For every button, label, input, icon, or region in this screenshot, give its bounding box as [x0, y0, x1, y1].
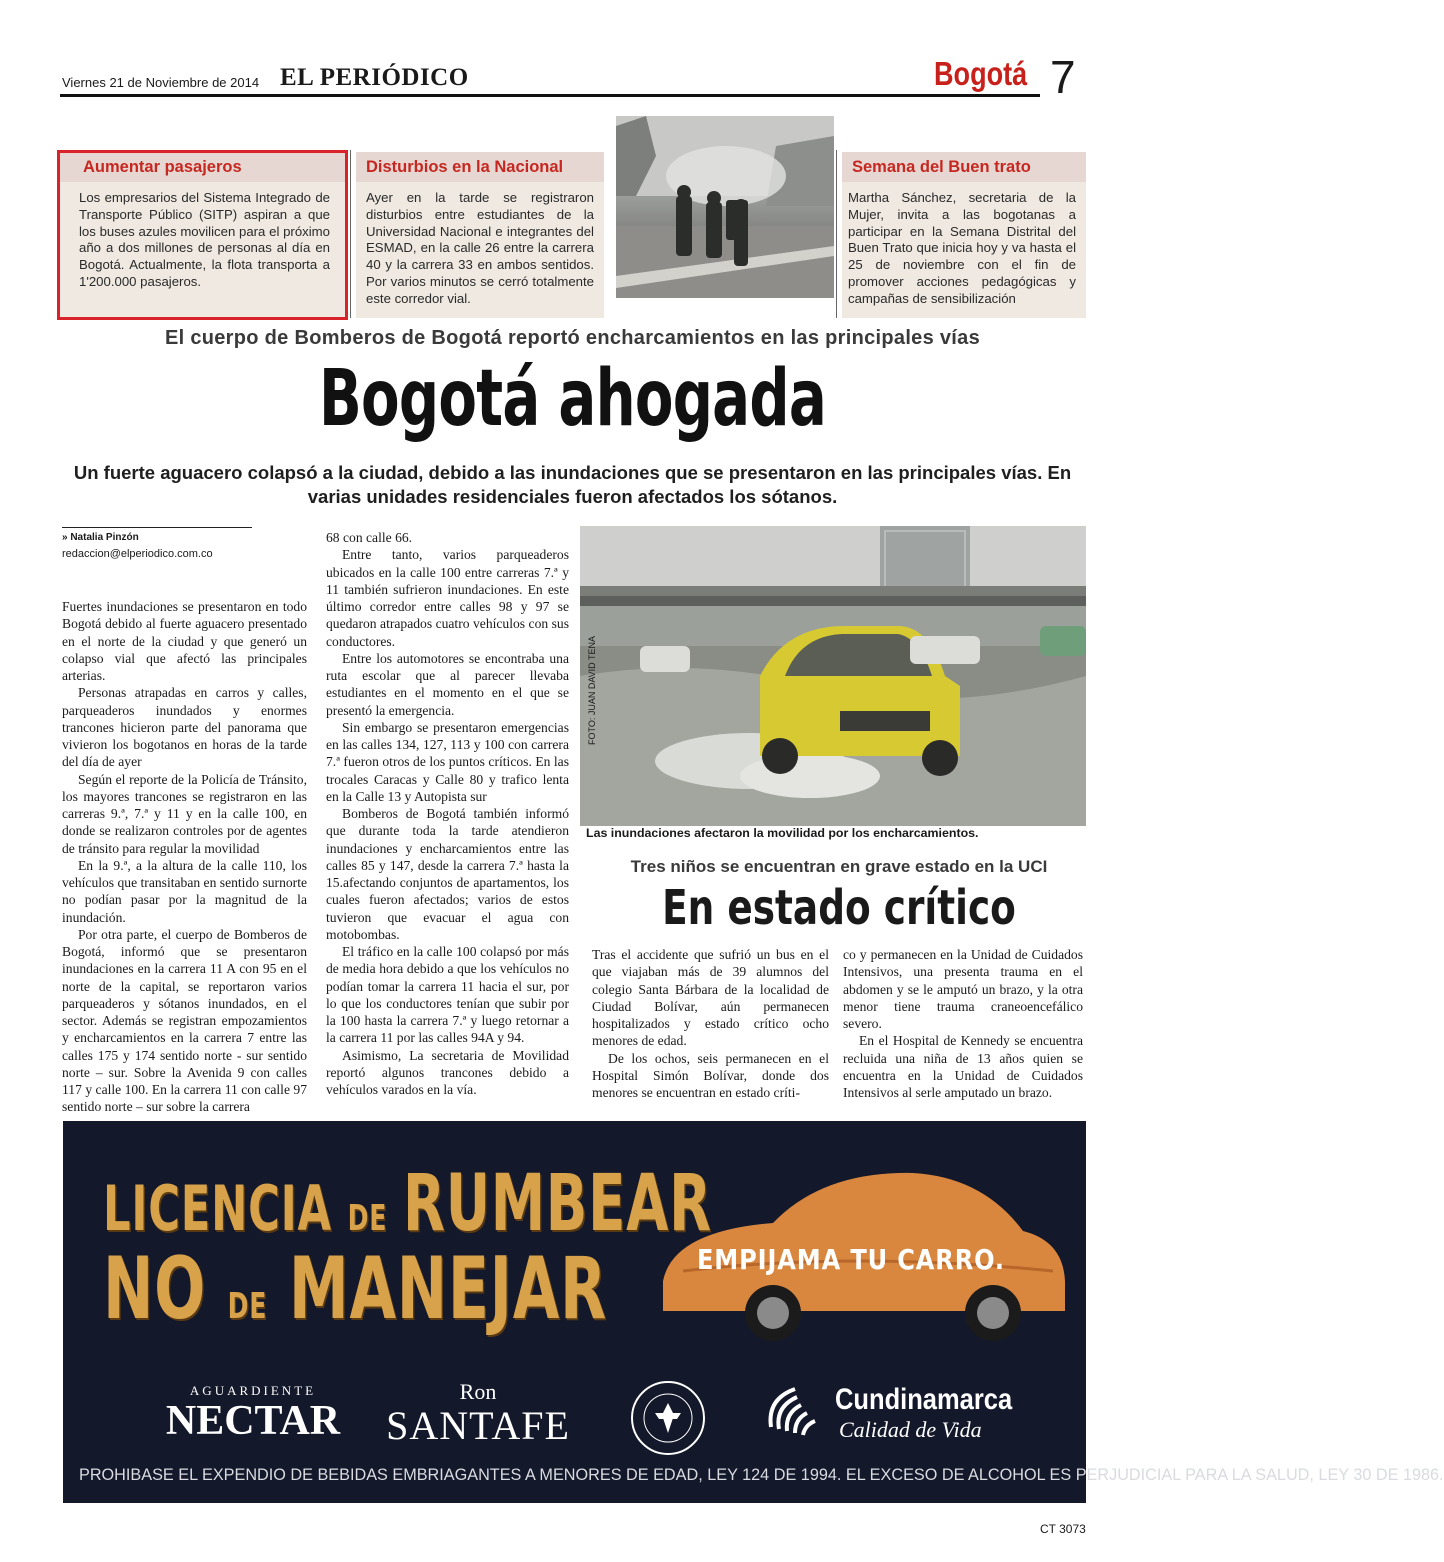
brand-nectar	[163, 1383, 343, 1443]
brief-text: Ayer en la tarde se registraron disturbios entre estudiantes de la Universidad Nacional e integrantes del ESMAD, en la calle 26 entre la carrera 40 y la carrera 33 en ambos sentidos. Por varios minutos se cerró totalmente este corredor vial.	[366, 190, 594, 306]
paragraph: Según el reporte de la Policía de Tránsito, los mayores trancones se registraron en las carreras 9.ª, 7.ª y 11 y en la calle 100, en donde se realizaron controles por de agentes de tránsito para regular la movilidad	[62, 771, 307, 856]
paragraph: Entre tanto, varios parqueaderos ubicados en la calle 100 entre carreras 7.ª y 11 también sufrieron inundaciones. En este último corredor entre calles 98 y 97 se quedaron atrapados cuatro vehículos con sus conductores.	[326, 547, 569, 649]
brief-disturbios	[356, 152, 604, 318]
ad-word: DE	[347, 1198, 388, 1239]
photo-credit: FOTO: JUAN DAVID TENA	[587, 635, 597, 745]
ad-word: NO	[103, 1239, 206, 1339]
brand-nectar-small: AGUARDIENTE	[189, 1383, 317, 1398]
main-column-1	[62, 598, 307, 1116]
paragraph: Tras el accidente que sufrió un bus en el que viajaban más de 39 alumnos del colegio Santa Bárbara de la localidad de Ciudad Bolívar, aún permanecen hospitalizados y estado crítico ocho menores de edad.	[592, 947, 829, 1049]
brand-cundinamarca-name: Cundinamarca	[835, 1383, 1013, 1416]
paragraph: Asimismo, La secretaria de Movilidad reportó algunos trancones debido a vehículos varados en la vía.	[326, 1047, 569, 1097]
footer-code: CT 3073	[1040, 1522, 1086, 1536]
second-column-1	[592, 946, 829, 1101]
paragraph: En la 9.ª, a la altura de la calle 110, los vehículos que transitaban en sentido surnorte no podían pasar por la magnitud de la inundación.	[62, 857, 307, 925]
brief-buen-trato	[842, 152, 1086, 318]
brief-text: Los empresarios del Sistema Integrado de Transporte Público (SITP) aspiran a que los buses azules movilicen para el próximo año a dos millones de personas al día en Bogotá. Actualmente, la flota transporta a 1'200.000 pasajeros.	[79, 190, 330, 289]
brand-nectar-name: NECTAR	[165, 1398, 341, 1444]
page-number: 7	[1050, 51, 1076, 103]
ad-word: RUMBEAR	[402, 1159, 712, 1249]
paragraph: co y permanecen en la Unidad de Cuidados Intensivos, una presenta trauma en el abdomen y se le amputó un brazo, y la otra menor tiene trauma craneoencefálico severo.	[843, 947, 1083, 1031]
paragraph: Sin embargo se presentaron emergencias en las calles 134, 127, 113 y 100 con carrera 7.ª fueron otros de los puntos críticos. En las trocales Caracas y Calle 80 y trafico lenta en la Calle 13 y Autopista sur	[326, 719, 569, 804]
author-name: » Natalia Pinzón	[62, 532, 139, 543]
brand-santafe-small: Ron	[459, 1379, 497, 1404]
brief-divider	[836, 150, 837, 318]
brand-cundinamarca-tagline: Calidad de Vida	[839, 1417, 982, 1442]
ad-legal-text: PROHIBASE EL EXPENDIO DE BEBIDAS EMBRIAGANTES A MENORES DE EDAD, LEY 124 DE 1994. EL EXCESO DE ALCOHOL ES PERJUDICIAL PARA LA SALUD, LEY 30 DE 1986.	[79, 1465, 1444, 1484]
ad-word: DE	[227, 1286, 268, 1327]
byline	[62, 527, 252, 560]
paragraph: 68 con calle 66.	[326, 530, 413, 545]
main-deck: Un fuerte aguacero colapsó a la ciudad, debido a las inundaciones que se presentaron en las principales vías. En varias unidades residenciales fueron afectados los sótanos.	[73, 462, 1072, 507]
ad-headline-line-1	[103, 1159, 712, 1249]
covered-car-graphic	[653, 1161, 1073, 1351]
paragraph: Fuertes inundaciones se presentaron en todo Bogotá debido al fuerte aguacero presentado en el norte de la ciudad y que generó un colapso vial que afectó las principales arterias.	[62, 599, 307, 683]
ad-word: MANEJAR	[288, 1239, 608, 1339]
ad-car-text: EMPIJAMA TU CARRO.	[697, 1243, 1005, 1276]
second-column-2	[843, 946, 1083, 1101]
riot-photo	[616, 116, 834, 298]
second-kicker: Tres niños se encuentran en grave estado en la UCI	[630, 857, 1048, 876]
brief-divider	[350, 150, 351, 318]
issue-date: Viernes 21 de Noviembre de 2014	[62, 75, 260, 90]
section-name: Bogotá	[934, 55, 1028, 92]
photo-caption: Las inundaciones afectaron la movilidad por los encharcamientos.	[586, 826, 979, 840]
paragraph: Por otra parte, el cuerpo de Bomberos de Bogotá, informó que se presentaron inundaciones en la carrera 11 A con 95 en el norte de la capital, se reportaron varios parqueaderos y sótanos inundados, en el sector. Además se registran empozamientos y encharcamientos en la carrera 7 entre las calles 175 y 174 sentido norte - sur sentido norte – sur. Sobre la Avenida 9 con calles 117 y calle 100. En la carrera 11 con calle 97 sentido norte – sur sobre la carrera	[62, 926, 307, 1115]
ad-word: LICENCIA	[103, 1172, 332, 1245]
brand-santafe-name: SANTAFE	[386, 1403, 570, 1448]
paragraph: De los ochos, seis permanecen en el Hospital Simón Bolívar, donde dos menores se encuentran en estado críti-	[592, 1050, 829, 1100]
brand-cundinamarca	[835, 1383, 1043, 1443]
paragraph: Bomberos de Bogotá también informó que durante toda la tarde atendieron inundaciones y encharcamientos entre las calles 85 y 147, desde la carrera 7.ª hasta la 15.afectando conjuntos de apartamentos, los cuales fueron afectados; varios de estos tuvieron que evacuar el agua con motobombas.	[326, 806, 569, 942]
second-headline: En estado crítico	[662, 880, 1016, 936]
licores-seal-icon	[629, 1379, 707, 1457]
paragraph: Entre los automotores se encontraba una ruta escolar que al parecer llevaba estudiantes en el momento en el que se presentó la emergencia.	[326, 650, 569, 718]
ad-headline-line-2	[103, 1239, 607, 1339]
cundinamarca-logo-icon	[759, 1377, 829, 1447]
paragraph: Personas atrapadas en carros y calles, parqueaderos inundados y enormes trancones hicieron parte del panorama que vivieron los bogotanos en horas de la tarde del día de ayer	[62, 685, 307, 770]
main-column-2	[326, 529, 569, 1098]
flood-photo	[580, 526, 1086, 826]
paragraph: El tráfico en la calle 100 colapsó por más de media hora debido a que los vehículos no podían tomar la carrera 11 hacia el sur, por lo que los conductores tenían que subir por la 100 hasta la carrera 7.ª y luego retornar a la carrera 11 por las calles 94A y 94.	[326, 944, 569, 1046]
author-email: redaccion@elperiodico.com.co	[62, 548, 213, 560]
newspaper-masthead: EL PERIÓDICO	[280, 64, 469, 91]
main-kicker: El cuerpo de Bomberos de Bogotá reportó encharcamientos en las principales vías	[164, 327, 981, 349]
paragraph: En el Hospital de Kennedy se encuentra recluida una niña de 13 años quien se encuentra en la Unidad de Cuidados Intensivos al serle amputado un brazo.	[843, 1033, 1083, 1100]
brief-title: Disturbios en la Nacional	[356, 152, 604, 182]
header-rule	[60, 94, 1040, 97]
main-headline: Bogotá ahogada	[318, 354, 827, 444]
advertisement	[63, 1121, 1444, 1503]
brief-text: Martha Sánchez, secretaria de la Mujer, invita a las bogotanas a participar en la Semana Distrital del Buen Trato que inicia hoy y va hasta el 25 de noviembre con el fin de promover acciones pedagógicas y campañas de sensibilización	[848, 190, 1076, 306]
brand-santafe	[383, 1379, 573, 1447]
brief-title: Aumentar pasajeros	[59, 152, 346, 182]
brief-title: Semana del Buen trato	[842, 152, 1086, 182]
brief-aumentar-pasajeros	[59, 152, 346, 318]
